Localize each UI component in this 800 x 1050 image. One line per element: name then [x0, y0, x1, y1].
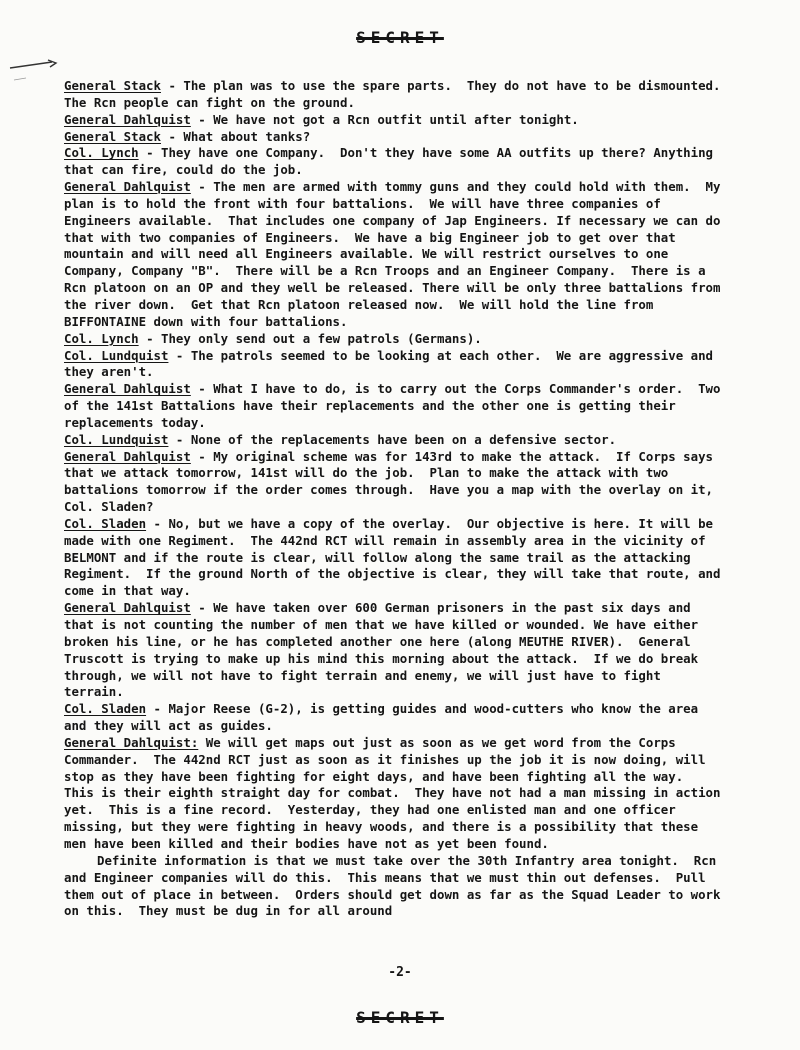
transcript-paragraph [64, 331, 724, 348]
speaker-name: General Dahlquist [64, 600, 191, 616]
paragraph-text: - The men are armed with tommy guns and they could hold with them. My plan is to hold the front with four battalions. We will have three companies of Engineers available. That includes one company of Jap Engineers. If necessary we can do that with two companies of Engineers. We have a big Engineer job to get over that mountain and will need all Engineers available. We will restrict ourselves to one Company, Company "B". There will be a Rcn Troops and an Engineer Company. There is a Rcn platoon on an OP and they well be released. There will be only three battalions from the river down. Get that Rcn platoon released now. We will hold the line from BIFFONTAINE down with four battalions. [64, 179, 728, 329]
page-number: -2- [388, 965, 412, 980]
speaker-name: General Stack [64, 128, 161, 144]
speaker-name: General Dahlquist [64, 448, 191, 464]
paragraph-text: - We have taken over 600 German prisoners in the past six days and that is not counting the number of men that we have killed or wounded. We have either broken his line, or he has completed another one here (along MEUTHE RIVER). General Truscott is trying to make up his mind this morning about the attack. If we do break through, we will not have to fight terrain and enemy, we will just have to fight terrain. [64, 600, 706, 700]
speaker-name: General Stack [64, 78, 161, 93]
transcript-paragraph [64, 515, 728, 600]
transcript-paragraph [64, 381, 728, 432]
paragraph-text: - They only send out a few patrols (Germans). [138, 330, 482, 346]
paragraph-text: - What I have to do, is to carry out the Corps Commander's order. Two of the 141st Battalions have their replacements and the other one is getting their replacements today. [64, 381, 728, 430]
transcript-paragraph [64, 701, 724, 735]
paragraph-text: - They have one Company. Don't they have some AA outfits up there? Anything that can fire, could do the job. [64, 145, 721, 178]
speaker-name: General Dahlquist [64, 381, 191, 397]
transcript-paragraph [64, 112, 724, 129]
paragraph-text: - No, but we have a copy of the overlay. Our objective is here. It will be made with one Regiment. The 442nd RCT will remain in assembly area in the vicinity of BELMONT and if the route is clear, will follow along the same trail as the attacking Regiment. If the ground North of the objective is clear, they will take that route, and come in that way. [64, 515, 728, 599]
speaker-name: Col. Sladen [64, 701, 147, 717]
transcript-paragraph [64, 145, 724, 179]
classification-header: SECRET [356, 28, 444, 47]
transcript-paragraph [64, 734, 728, 853]
transcript-paragraph [64, 179, 728, 331]
speaker-name: Col. Sladen [64, 515, 147, 531]
transcript-paragraph [64, 78, 736, 112]
speaker-name: Col. Lundquist [64, 347, 169, 363]
transcript-paragraph [64, 432, 724, 449]
transcript-paragraph [64, 449, 724, 516]
speaker-name: Col. Lynch [64, 330, 139, 346]
speaker-name: General Dahlquist [64, 111, 191, 127]
paragraph-text: - Major Reese (G-2), is getting guides and wood-cutters who know the area and they will act as guides. [64, 701, 706, 734]
paragraph-text: - What about tanks? [160, 128, 311, 144]
paragraph-text: - My original scheme was for 143rd to make the attack. If Corps says that we attack tomorrow, 141st will do the job. Plan to make the attack with two battalions tomorrow if the order comes through. Have you a map with the overlay on it, Col. Sladen? [64, 448, 721, 515]
paragraph-text: - The plan was to use the spare parts. They do not have to be dismounted. The Rcn people can fight on the ground. [64, 78, 736, 110]
paragraph-text: Definite information is that we must take over the 30th Infantry area tonight. Rcn and Engineer companies will do this. This means that we must thin out defenses. Pull them out of place in between. Orders should get down as far as the Squad Leader to work on this. They must be dug in for all around [64, 852, 728, 919]
pen-mark [8, 56, 66, 86]
speaker-name: General Dahlquist [64, 179, 191, 195]
transcript-paragraph [64, 348, 724, 382]
transcript-body [64, 78, 736, 920]
paragraph-text: - None of the replacements have been on a defensive sector. [168, 431, 617, 447]
transcript-paragraph [64, 852, 728, 920]
transcript-paragraph [64, 129, 724, 146]
speaker-name: Col. Lundquist [64, 431, 169, 447]
paragraph-text: We will get maps out just as soon as we get word from the Corps Commander. The 442nd RCT just as soon as it finishes up the job it is now doing, will stop as they have been fighting for eight days, and have been fighting all the way. This is their eighth straight day for combat. They have not had a man missing in action yet. This is a fine record. Yesterday, they had one enlisted man and one officer missing, but they were fighting in heavy woods, and there is a possibility that these men have been killed and their bodies have not as yet been found. [64, 734, 728, 851]
speaker-name: General Dahlquist: [64, 734, 199, 750]
classification-footer: SECRET [356, 1008, 444, 1027]
transcript-paragraph [64, 600, 724, 701]
speaker-name: Col. Lynch [64, 145, 139, 161]
paragraph-text: - We have not got a Rcn outfit until after tonight. [190, 111, 579, 127]
paragraph-text: - The patrols seemed to be looking at each other. We are aggressive and they aren't. [64, 347, 721, 380]
